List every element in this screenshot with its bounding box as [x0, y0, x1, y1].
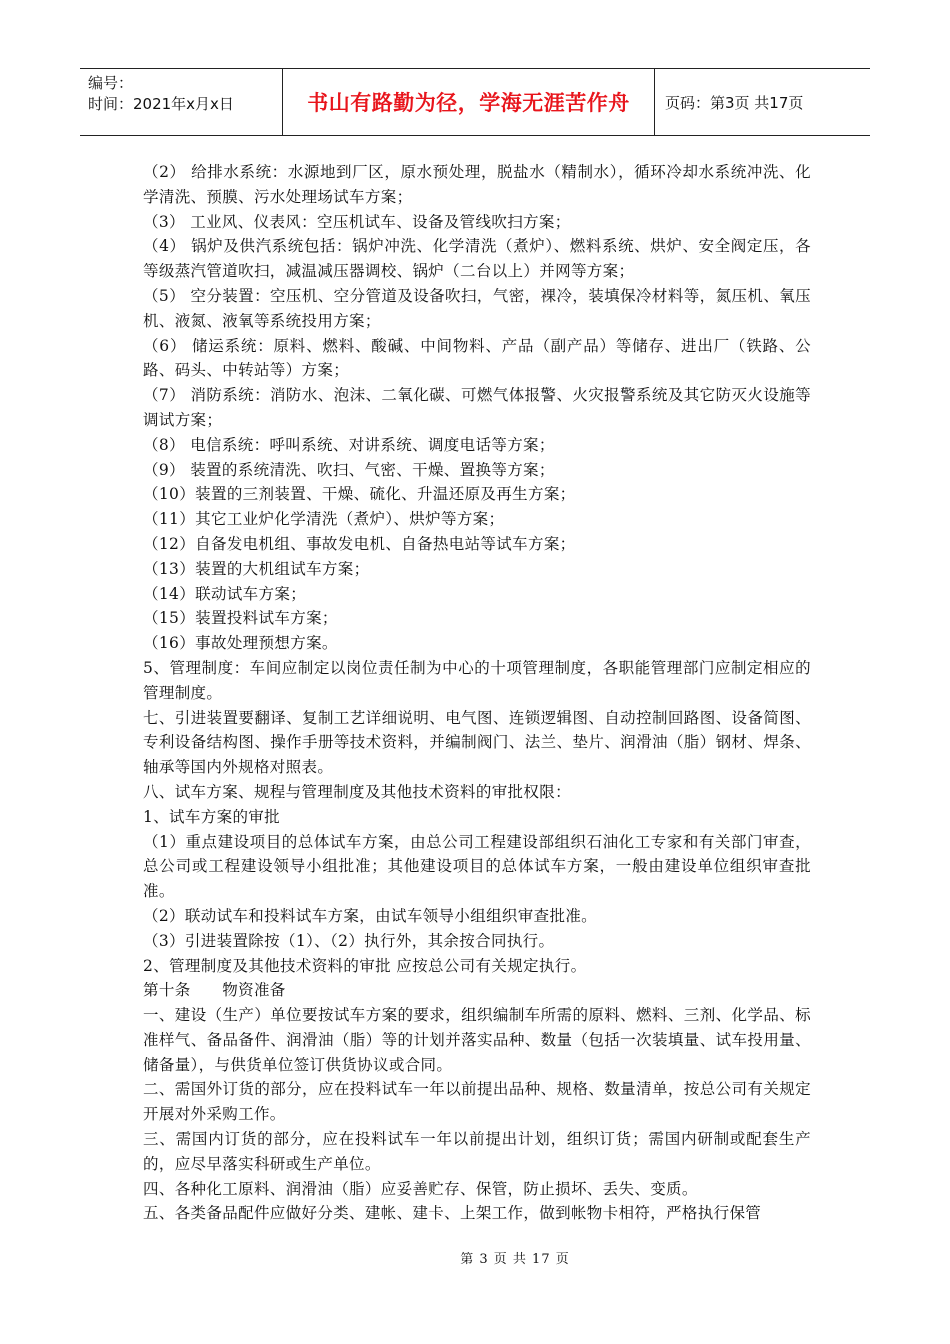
paragraph: 2、管理制度及其他技术资料的审批 应按总公司有关规定执行。	[143, 956, 587, 975]
paragraph: （1）重点建设项目的总体试车方案，由总公司工程建设部组织石油化工专家和有关部门审查，总公司或工程建设领导小组批准；其他建设项目的总体试车方案，一般由建设单位组织审查批准。	[143, 832, 811, 901]
paragraph: 八、试车方案、规程与管理制度及其他技术资料的审批权限：	[143, 782, 571, 801]
paragraph: （8） 电信系统：呼叫系统、对讲系统、调度电话等方案；	[143, 435, 555, 454]
paragraph: 五、各类备品配件应做好分类、建帐、建卡、上架工作，做到帐物卡相符，严格执行保管	[143, 1204, 762, 1223]
paragraph: （16）事故处理预想方案。	[143, 634, 338, 653]
paragraph: （2）联动试车和投料试车方案，由试车领导小组组织审查批准。	[143, 906, 598, 925]
paragraph: 三、需国内订货的部分，应在投料试车一年以前提出计划，组织订货；需国内研制或配套生产的，应尽早落实科研或生产单位。	[143, 1130, 811, 1173]
paragraph: （11）其它工业炉化学清洗（煮炉）、烘炉等方案；	[143, 510, 505, 529]
document-body	[143, 160, 811, 1226]
paragraph: （15）装置投料试车方案；	[143, 609, 338, 628]
paragraph: （14）联动试车方案；	[143, 584, 307, 603]
header-page-number: 页码：第3页 共17页	[665, 93, 804, 112]
header-page-cell	[655, 69, 870, 135]
paragraph: （5） 空分装置：空压机、空分管道及设备吹扫，气密，裸冷，装填保冷材料等，氮压机、氧压机、液氮、液氧等系统投用方案；	[143, 286, 811, 330]
paragraph: 一、建设（生产）单位要按试车方案的要求，组织编制车所需的原料、燃料、三剂、化学品、标准样气、备品备件、润滑油（脂）等的计划并落实品种、数量（包括一次装填量、试车投用量、储备量），与供货单位签订供货协议或合同。	[143, 1006, 811, 1074]
paragraph: （2） 给排水系统：水源地到厂区，原水预处理，脱盐水（精制水），循环冷却水系统冲洗、化学清洗、预膜、污水处理场试车方案；	[143, 163, 811, 206]
paragraph: （9） 装置的系统清洗、吹扫、气密、干燥、置换等方案；	[143, 460, 555, 479]
header-motto: 书山有路勤为径，学海无涯苦作舟	[307, 91, 630, 115]
page-footer: 第 3 页 共 17 页	[460, 1252, 570, 1267]
paragraph: （7） 消防系统：消防水、泡沫、二氧化碳、可燃气体报警、火灾报警系统及其它防灭火设施等调试方案；	[143, 386, 811, 429]
paragraph: （3） 工业风、仪表风：空压机试车、设备及管线吹扫方案；	[143, 212, 571, 231]
document-date-label: 时间：2021年x月x日	[88, 95, 234, 113]
header-motto-cell	[283, 69, 655, 135]
paragraph: （4） 锅炉及供汽系统包括：锅炉冲洗、化学清洗（煮炉）、燃料系统、烘炉、安全阀定压，各等级蒸汽管道吹扫，减温减压器调校、锅炉（二台以上）并网等方案；	[143, 237, 811, 281]
paragraph: （10）装置的三剂装置、干燥、硫化、升温还原及再生方案；	[143, 485, 576, 504]
paragraph: 1、试车方案的审批	[143, 807, 281, 826]
paragraph: 二、需国外订货的部分，应在投料试车一年以前提出品种、规格、数量清单，按总公司有关规定开展对外采购工作。	[143, 1080, 811, 1124]
paragraph: （13）装置的大机组试车方案；	[143, 559, 370, 578]
paragraph: （6） 储运系统：原料、燃料、酸碱、中间物料、产品（副产品）等储存、进出厂（铁路、公路、码头、中转站等）方案；	[143, 336, 811, 380]
paragraph: （3）引进装置除按（1）、（2）执行外，其余按合同执行。	[143, 931, 555, 950]
document-number-label: 编号：	[88, 74, 134, 92]
paragraph: 四、各种化工原料、润滑油（脂）应妥善贮存、保管，防止损坏、丢失、变质。	[143, 1179, 698, 1198]
header-info	[80, 69, 283, 135]
page-header	[80, 68, 870, 136]
paragraph: 七、引进装置要翻译、复制工艺详细说明、电气图、连锁逻辑图、自动控制回路图、设备简图、专利设备结构图、操作手册等技术资料，并编制阀门、法兰、垫片、润滑油（脂）钢材、焊条、轴承等国内外规格对照表。	[143, 708, 811, 777]
paragraph: （12）自备发电机组、事故发电机、自备热电站等试车方案；	[143, 534, 576, 553]
paragraph: 5、管理制度：车间应制定以岗位责任制为中心的十项管理制度，各职能管理部门应制定相应的管理制度。	[143, 658, 811, 702]
section-heading: 第十条 物资准备	[143, 981, 286, 1000]
